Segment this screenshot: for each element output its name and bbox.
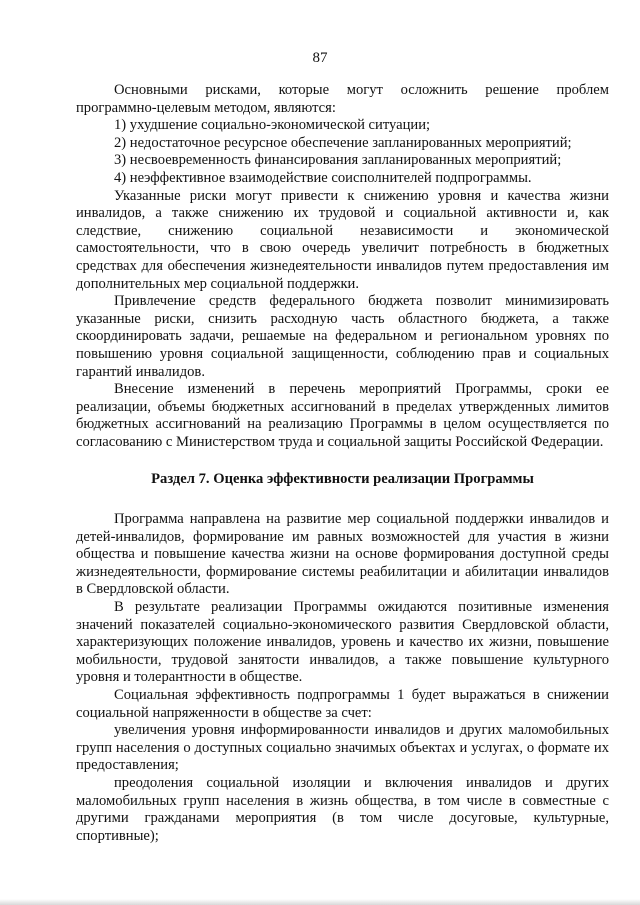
document-body	[76, 82, 609, 845]
risk-list-item: 4) неэффективное взаимодействие соисполнителей подпрограммы.	[114, 169, 532, 186]
scan-bottom-edge	[0, 899, 640, 905]
risk-list-item: 3) несвоевременность финансирования запланированных мероприятий;	[114, 152, 562, 169]
program-goal-paragraph: Программа направлена на развитие мер социальной поддержки инвалидов и детей-инвалидов, формирование им равных возможностей для участия в жизни общества и повышение качества жизни на основе формирования доступной среды жизнедеятельности, формирование системы реабилитации и абилитации инвалидов в Свердловской области.	[76, 511, 609, 598]
federal-budget-paragraph: Привлечение средств федерального бюджета позволит минимизировать указанные риски, снизить расходную часть областного бюджета, а также скоординировать задачи, решаемые на федеральном и региональном уровнях по повышению уровня социальной защищенности, соблюдению прав и социальных гарантий инвалидов.	[76, 293, 609, 380]
expected-results-paragraph: В результате реализации Программы ожидаются позитивные изменения значений показателей социально-экономического развития Свердловской области, характеризующих положение инвалидов, уровень и качество их жизни, повышение мобильности, трудовой занятости инвалидов, а также повышение культурного уровня и толерантности в обществе.	[76, 599, 609, 686]
efficiency-list-item: увеличения уровня информированности инвалидов и других маломобильных групп населения о доступных социально значимых объектах и услугах, о формате их предоставления;	[76, 722, 609, 774]
risk-list-item: 1) ухудшение социально-экономической ситуации;	[114, 117, 431, 134]
risks-consequence-paragraph: Указанные риски могут привести к снижению уровня и качества жизни инвалидов, а также снижению их трудовой и социальной активности и, как следствие, снижению социальной независимости и экономической самостоятельности, что в свою очередь увеличит потребность в бюджетных средствах для обеспечения жизнедеятельности инвалидов путем предоставления им дополнительных мер социальной поддержки.	[76, 187, 609, 292]
risks-intro-paragraph: Основными рисками, которые могут осложнить решение проблем программно-целевым методом, являются:	[76, 82, 609, 116]
section-title: Раздел 7. Оценка эффективности реализации Программы	[151, 471, 534, 488]
social-efficiency-paragraph: Социальная эффективность подпрограммы 1 будет выражаться в снижении социальной напряженности в обществе за счет:	[76, 687, 609, 721]
efficiency-list-item: преодоления социальной изоляции и включения инвалидов и других маломобильных групп населения в жизнь общества, в том числе в совместные с другими гражданами мероприятия (в том числе досуговые, культурные, спортивные);	[76, 774, 609, 844]
page-number: 87	[312, 50, 328, 66]
risk-list-item: 2) недостаточное ресурсное обеспечение запланированных мероприятий;	[114, 134, 572, 151]
program-changes-paragraph: Внесение изменений в перечень мероприятий Программы, сроки ее реализации, объемы бюджетных ассигнований в пределах утвержденных лимитов бюджетных ассигнований на реализацию Программы в целом осуществляется по согласованию с Министерством труда и социальной защиты Российской Федерации.	[76, 381, 609, 450]
